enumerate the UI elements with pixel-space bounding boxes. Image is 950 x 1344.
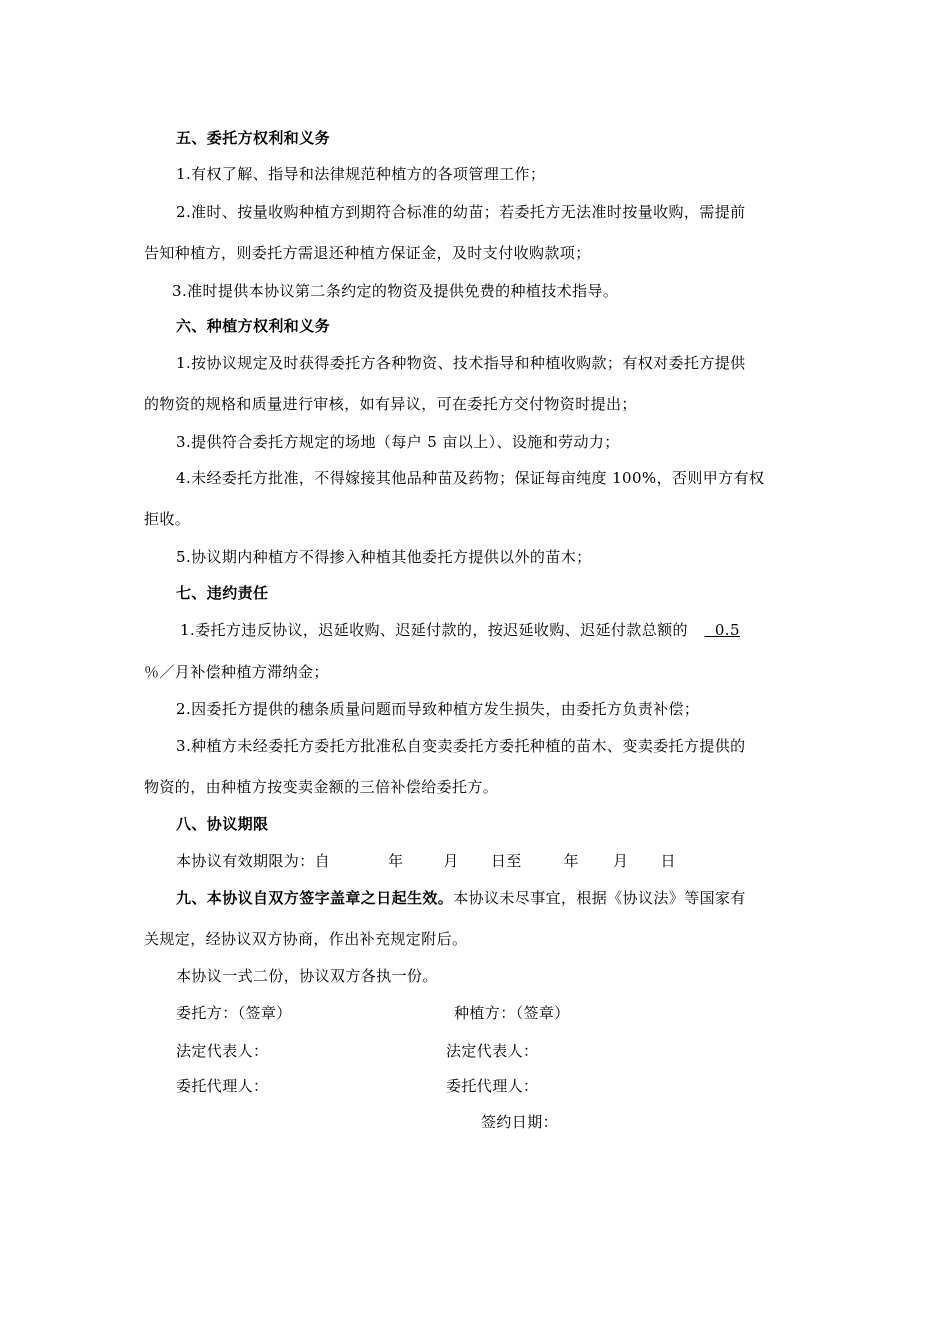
- term-start-month: 月: [443, 852, 459, 870]
- client-legal-rep-label: 法定代表人：: [176, 1042, 269, 1060]
- term-prefix: 本协议有效期限为：自: [176, 852, 331, 870]
- signing-date-label: 签约日期：: [481, 1113, 559, 1131]
- late-fee-rate: 0.5: [704, 621, 740, 639]
- section-5-item-2-line-2: 告知种植方，则委托方需退还种植方保证金，及时支付收购款项；: [144, 244, 591, 262]
- grower-signature-label: 种植方：（签章）: [454, 1004, 570, 1022]
- section-7-item-1-text: 1.委托方违反协议，迟延收购、迟延付款的，按迟延收购、迟延付款总额的: [180, 621, 688, 639]
- term-start-year: 年: [388, 852, 404, 870]
- section-9-line-2: 关规定，经协议双方协商，作出补充规定附后。: [144, 930, 468, 948]
- section-7-item-1-line-2: ％／月补偿种植方滞纳金；: [144, 663, 329, 681]
- section-7-item-3-line-2: 物资的，由种植方按变卖金额的三倍补偿给委托方。: [144, 778, 499, 796]
- section-8-heading: 八、协议期限: [176, 815, 269, 833]
- grower-agent-label: 委托代理人：: [446, 1077, 539, 1095]
- copies-clause: 本协议一式二份，协议双方各执一份。: [176, 967, 438, 985]
- section-6-item-3: 3.提供符合委托方规定的场地（每户 5 亩以上）、设施和劳动力；: [176, 433, 620, 451]
- section-6-item-1-line-1: 1.按协议规定及时获得委托方各种物资、技术指导和种植收购款；有权对委托方提供: [176, 354, 746, 372]
- agreement-term-line: [176, 851, 676, 871]
- section-6-item-1-line-2: 的物资的规格和质量进行审核，如有异议，可在委托方交付物资时提出；: [144, 395, 637, 413]
- section-9-line-1: [176, 888, 746, 908]
- section-6-item-5: 5.协议期内种植方不得掺入种植其他委托方提供以外的苗木；: [176, 548, 592, 566]
- term-end-year: 年: [563, 852, 580, 870]
- section-7-item-3-line-1: 3.种植方未经委托方委托方批准私自变卖委托方委托种植的苗木、变卖委托方提供的: [176, 737, 746, 755]
- term-end-month: 月: [613, 852, 629, 870]
- client-signature-label: 委托方：（签章）: [176, 1004, 292, 1022]
- section-6-item-4-line-1: 4.未经委托方批准，不得嫁接其他品种苗及药物；保证每亩纯度 100%，否则甲方有权: [176, 469, 765, 487]
- grower-legal-rep-label: 法定代表人：: [446, 1042, 539, 1060]
- section-7-item-1-line-1: [180, 620, 740, 640]
- term-end-day: 日: [660, 852, 676, 870]
- section-9-heading: 九、本协议自双方签字盖章之日起生效。: [176, 889, 454, 907]
- section-9-text: 本协议未尽事宜，根据《协议法》等国家有: [453, 889, 746, 907]
- section-6-item-4-line-2: 拒收。: [144, 510, 191, 528]
- section-5-item-2-line-1: 2.准时、按量收购种植方到期符合标准的幼苗；若委托方无法准时按量收购，需提前: [176, 203, 746, 221]
- section-6-heading: 六、种植方权利和义务: [176, 317, 331, 335]
- section-5-heading: 五、委托方权利和义务: [176, 129, 331, 147]
- section-5-item-1: 1.有权了解、指导和法律规范种植方的各项管理工作；: [176, 165, 546, 183]
- section-7-item-2: 2.因委托方提供的穗条质量问题而导致种植方发生损失，由委托方负责补偿；: [176, 700, 700, 718]
- term-start-day-to: 日至: [490, 852, 522, 870]
- section-7-heading: 七、违约责任: [176, 584, 269, 602]
- client-agent-label: 委托代理人：: [176, 1077, 269, 1095]
- section-5-item-3: 3.准时提供本协议第二条约定的物资及提供免费的种植技术指导。: [172, 282, 619, 300]
